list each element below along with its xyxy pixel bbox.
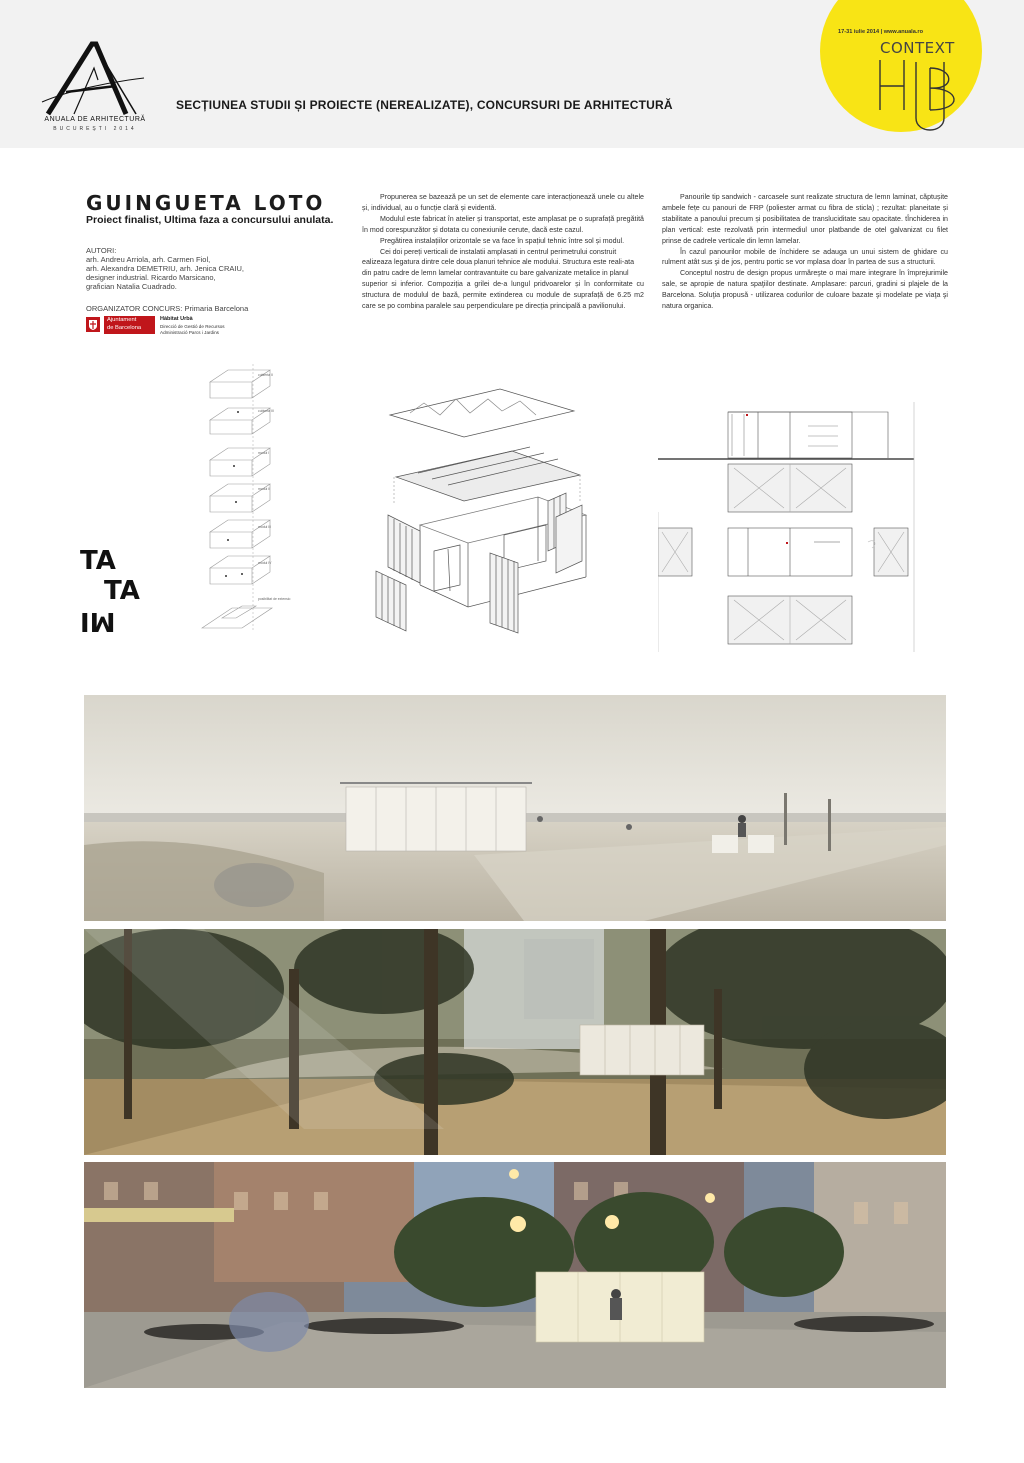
logo-city: BUCUREȘTI 2014 bbox=[53, 126, 137, 132]
barcelona-name-2: de Barcelona bbox=[107, 325, 142, 331]
barcelona-logo bbox=[104, 316, 155, 334]
stack-label: cubierta III bbox=[258, 409, 274, 413]
authors-label: AUTORI: bbox=[86, 246, 117, 255]
paragraph: Propunerea se bazează pe un set de elemente care interacționează unele cu altele și, individual, au o funcție clară și evidentă. bbox=[362, 193, 644, 212]
hub-context: CONTEXT bbox=[880, 39, 955, 57]
tatami-word: MI bbox=[80, 606, 116, 636]
axonometric-exploded-diagram bbox=[360, 385, 600, 645]
project-subtitle: Proiect finalist, Ultima faza a concursului anulata. bbox=[86, 214, 334, 226]
paragraph: Cei doi pereți verticali de instalatii amplasati in centrul perimetrului construit ealizeaza legatura dintre cele doua planuri tehnice ale modului. Structura este reali-ata din patru cadre de lemn lamelar contravantuite cu bare galvanizate metalice in planul bbox=[362, 247, 635, 278]
square-night-rendering bbox=[84, 1162, 946, 1388]
tatami-word: TA bbox=[80, 546, 116, 576]
description-column-1 bbox=[362, 192, 644, 312]
paragraph: În cazul panourilor mobile de închidere se adauga un unui sistem de ghidare cu rulment atât sus şi de jos, pentru portic se vor mplasa doar în partea de sus a structurii. bbox=[662, 247, 948, 267]
anuala-logo-icon bbox=[40, 40, 145, 140]
stack-label: posibilitat de extensio bbox=[258, 597, 291, 601]
stack-label: modul III bbox=[258, 525, 272, 529]
organizer: ORGANIZATOR CONCURS: Primaria Barcelona bbox=[86, 304, 249, 313]
beach-rendering bbox=[84, 695, 946, 921]
section-title: SECȚIUNEA STUDII ȘI PROIECTE (NEREALIZATE), CONCURSURI DE ARHITECTURĂ bbox=[176, 98, 673, 112]
barcelona-name-1: Ajuntament bbox=[107, 317, 137, 323]
author-line: grafician Natalia Cuadrado. bbox=[86, 282, 177, 291]
paragraph: Conceptul nostru de design propus urmăreşte o mai mare integrare în împrejurimile sale, se apropie de natura spaţiilor destinate. Amplasare: parcuri, gradini si plajele de la Barcelona. Soluţia propusă - utilizarea codurilor de culoare bazate şi modelate pe viaţa şi natura organica. bbox=[662, 269, 948, 311]
logo-name: ANUALA DE ARHITECTURĂ bbox=[44, 116, 146, 123]
author-line: arh. Andreu Arriola, arh. Carmen Fiol, bbox=[86, 255, 211, 264]
barcelona-shield-icon bbox=[86, 317, 100, 332]
exploded-module-diagram bbox=[198, 362, 308, 652]
plans-and-elevations bbox=[658, 402, 916, 652]
dept-sub: Direcció de Gestió de Recursos bbox=[160, 324, 225, 329]
stack-label: cubierta II bbox=[258, 373, 273, 377]
paragraph: Panourile tip sandwich - carcasele sunt realizate structura de lemn laminat, căptușite ambele fețe cu panouri de FRP (poliester armat cu fibra de sticla) ; rezultat: planeitate și stabilitate a panoului precum și posibilitatea de transluciditate sau opacitate. tÎnchiderea in plan vertical: este rezolvată prin intermediul unor platbande de otel galvanizat cu filet prinse de cadrele verticale din lemn lamelar. bbox=[662, 193, 948, 245]
habitat-urba: Hàbitat Urbà bbox=[160, 316, 193, 322]
dept-sub: Administració Parcs i Jardins bbox=[160, 330, 219, 335]
description-column-2 bbox=[662, 192, 948, 312]
hub-logo-icon bbox=[872, 54, 972, 134]
park-rendering bbox=[84, 929, 946, 1155]
project-title: GUINGUETA LOTO bbox=[86, 191, 326, 215]
paragraph: Pregătirea instalațiilor orizontale se va face în spațiul tehnic între sol și modul. bbox=[380, 236, 625, 245]
tatami-word: TA bbox=[104, 576, 140, 606]
stack-label: modul II bbox=[258, 487, 271, 491]
stack-label: modul I bbox=[258, 451, 270, 455]
paragraph: Modulul este fabricat în atelier și transportat, este amplasat pe o suprafață pregătită în mod corespunzător și dotata cu conexiunile cerute, dacă este cazul. bbox=[362, 214, 644, 234]
svg-text:HUB: HUB bbox=[874, 130, 877, 131]
paragraph: superior si inferior. Compoziția a grilei de-a lungul pridvoarelor și în conformitate cu structura de modulul de bază, permite extinderea cu module de suprafață de 6.25 m2 care se po combina paralele sau perpendiculare pe direcția principală a pavilionului. bbox=[362, 280, 644, 311]
hub-dates: 17-31 iulie 2014 | www.anuala.ro bbox=[838, 29, 923, 35]
author-line: designer industrial. Ricardo Marsicano, bbox=[86, 273, 216, 282]
author-line: arh. Alexandra DEMETRIU, arh. Jenica CRAIU, bbox=[86, 264, 244, 273]
stack-label: modul IV bbox=[258, 561, 272, 565]
